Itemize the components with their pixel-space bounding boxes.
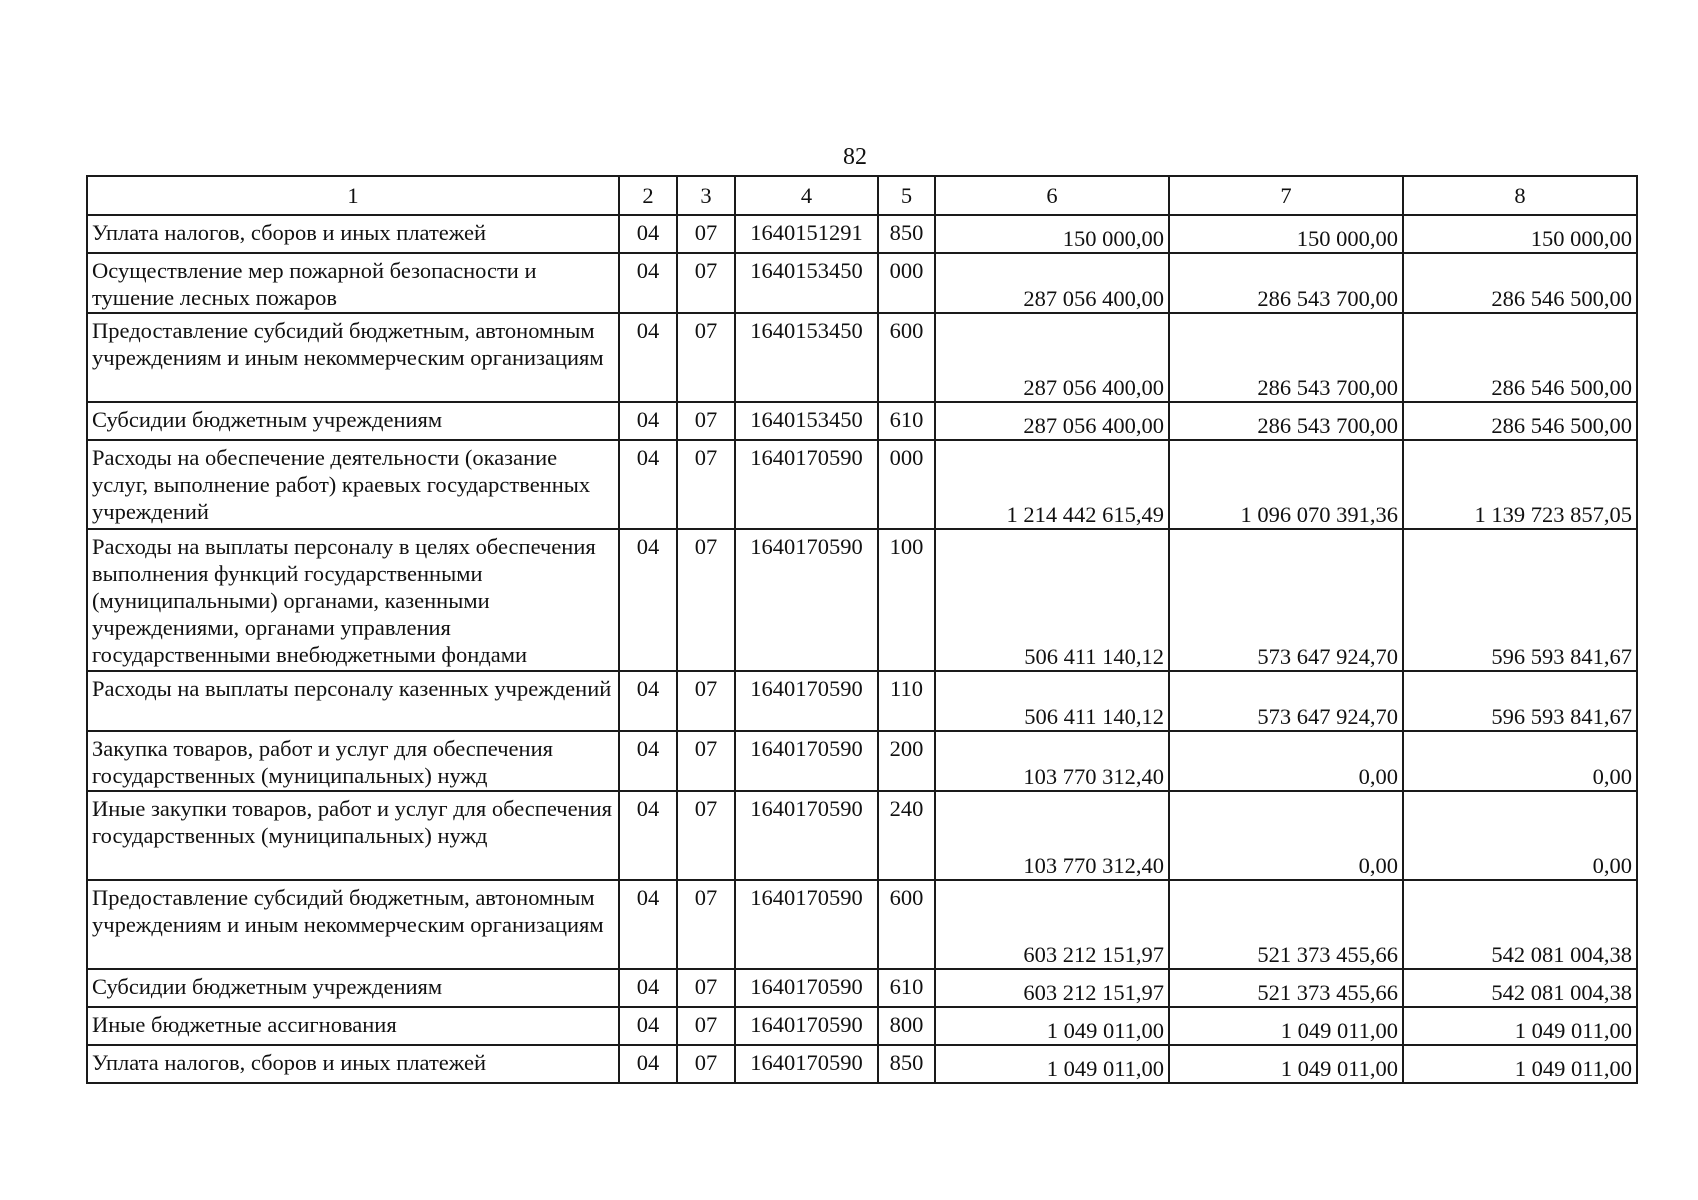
amount-col-7: 150 000,00	[1169, 215, 1403, 253]
section-code: 04	[619, 731, 677, 791]
row-name: Расходы на выплаты персоналу в целях обеспечения выполнения функций государственными (муниципальными) органами, казенными учреждениями, органами управления государственными внебюджетными фондами	[87, 529, 619, 671]
column-header: 8	[1403, 176, 1637, 215]
amount-col-8: 286 546 500,00	[1403, 253, 1637, 313]
amount-col-6: 287 056 400,00	[935, 313, 1169, 402]
expense-type-code: 200	[878, 731, 935, 791]
amount-col-7: 1 049 011,00	[1169, 1045, 1403, 1083]
expense-type-code: 610	[878, 969, 935, 1007]
subsection-code: 07	[677, 215, 735, 253]
subsection-code: 07	[677, 253, 735, 313]
target-article-code: 1640153450	[735, 313, 878, 402]
amount-col-8: 596 593 841,67	[1403, 671, 1637, 731]
amount-col-7: 573 647 924,70	[1169, 671, 1403, 731]
amount-col-8: 1 139 723 857,05	[1403, 440, 1637, 529]
expense-type-code: 110	[878, 671, 935, 731]
target-article-code: 1640170590	[735, 1007, 878, 1045]
table-row	[87, 671, 1637, 731]
amount-col-6: 603 212 151,97	[935, 880, 1169, 969]
subsection-code: 07	[677, 671, 735, 731]
target-article-code: 1640170590	[735, 731, 878, 791]
amount-col-6: 287 056 400,00	[935, 402, 1169, 440]
target-article-code: 1640170590	[735, 440, 878, 529]
row-name: Субсидии бюджетным учреждениям	[87, 969, 619, 1007]
row-name: Предоставление субсидий бюджетным, автономным учреждениям и иным некоммерческим организациям	[87, 313, 619, 402]
section-code: 04	[619, 880, 677, 969]
expense-type-code: 610	[878, 402, 935, 440]
expense-type-code: 100	[878, 529, 935, 671]
amount-col-8: 0,00	[1403, 731, 1637, 791]
table-row	[87, 1007, 1637, 1045]
amount-col-6: 506 411 140,12	[935, 529, 1169, 671]
table-row	[87, 313, 1637, 402]
target-article-code: 1640170590	[735, 969, 878, 1007]
amount-col-7: 286 543 700,00	[1169, 313, 1403, 402]
subsection-code: 07	[677, 402, 735, 440]
table-row	[87, 731, 1637, 791]
amount-col-7: 0,00	[1169, 791, 1403, 880]
row-name: Закупка товаров, работ и услуг для обеспечения государственных (муниципальных) нужд	[87, 731, 619, 791]
amount-col-7: 286 543 700,00	[1169, 402, 1403, 440]
table-row	[87, 529, 1637, 671]
table-row	[87, 440, 1637, 529]
expense-type-code: 800	[878, 1007, 935, 1045]
amount-col-7: 573 647 924,70	[1169, 529, 1403, 671]
budget-table	[86, 175, 1638, 1084]
expense-type-code: 600	[878, 880, 935, 969]
target-article-code: 1640170590	[735, 880, 878, 969]
section-code: 04	[619, 402, 677, 440]
amount-col-7: 521 373 455,66	[1169, 880, 1403, 969]
target-article-code: 1640170590	[735, 671, 878, 731]
section-code: 04	[619, 671, 677, 731]
section-code: 04	[619, 440, 677, 529]
amount-col-7: 521 373 455,66	[1169, 969, 1403, 1007]
row-name: Расходы на обеспечение деятельности (оказание услуг, выполнение работ) краевых государственных учреждений	[87, 440, 619, 529]
row-name: Осуществление мер пожарной безопасности и тушение лесных пожаров	[87, 253, 619, 313]
amount-col-8: 1 049 011,00	[1403, 1045, 1637, 1083]
subsection-code: 07	[677, 1045, 735, 1083]
target-article-code: 1640153450	[735, 402, 878, 440]
table-row	[87, 253, 1637, 313]
amount-col-6: 506 411 140,12	[935, 671, 1169, 731]
section-code: 04	[619, 529, 677, 671]
table-row	[87, 1045, 1637, 1083]
amount-col-6: 603 212 151,97	[935, 969, 1169, 1007]
column-header: 7	[1169, 176, 1403, 215]
amount-col-7: 0,00	[1169, 731, 1403, 791]
amount-col-6: 287 056 400,00	[935, 253, 1169, 313]
table-row	[87, 402, 1637, 440]
column-header: 3	[677, 176, 735, 215]
expense-type-code: 600	[878, 313, 935, 402]
row-name: Субсидии бюджетным учреждениям	[87, 402, 619, 440]
subsection-code: 07	[677, 440, 735, 529]
target-article-code: 1640151291	[735, 215, 878, 253]
row-name: Уплата налогов, сборов и иных платежей	[87, 215, 619, 253]
page-number: 82	[843, 144, 867, 170]
target-article-code: 1640170590	[735, 1045, 878, 1083]
amount-col-7: 286 543 700,00	[1169, 253, 1403, 313]
table-row	[87, 215, 1637, 253]
row-name: Иные бюджетные ассигнования	[87, 1007, 619, 1045]
column-header: 5	[878, 176, 935, 215]
amount-col-8: 1 049 011,00	[1403, 1007, 1637, 1045]
column-header: 6	[935, 176, 1169, 215]
table-row	[87, 791, 1637, 880]
expense-type-code: 240	[878, 791, 935, 880]
expense-type-code: 850	[878, 1045, 935, 1083]
amount-col-7: 1 049 011,00	[1169, 1007, 1403, 1045]
amount-col-6: 150 000,00	[935, 215, 1169, 253]
target-article-code: 1640153450	[735, 253, 878, 313]
section-code: 04	[619, 1007, 677, 1045]
section-code: 04	[619, 969, 677, 1007]
table-header-row	[87, 176, 1637, 215]
expense-type-code: 000	[878, 440, 935, 529]
table-row	[87, 880, 1637, 969]
amount-col-8: 150 000,00	[1403, 215, 1637, 253]
subsection-code: 07	[677, 791, 735, 880]
column-header: 1	[87, 176, 619, 215]
amount-col-7: 1 096 070 391,36	[1169, 440, 1403, 529]
subsection-code: 07	[677, 731, 735, 791]
target-article-code: 1640170590	[735, 791, 878, 880]
expense-type-code: 000	[878, 253, 935, 313]
section-code: 04	[619, 791, 677, 880]
row-name: Иные закупки товаров, работ и услуг для обеспечения государственных (муниципальных) нужд	[87, 791, 619, 880]
target-article-code: 1640170590	[735, 529, 878, 671]
column-header: 2	[619, 176, 677, 215]
subsection-code: 07	[677, 1007, 735, 1045]
row-name: Уплата налогов, сборов и иных платежей	[87, 1045, 619, 1083]
row-name: Расходы на выплаты персоналу казенных учреждений	[87, 671, 619, 731]
subsection-code: 07	[677, 529, 735, 671]
row-name: Предоставление субсидий бюджетным, автономным учреждениям и иным некоммерческим организациям	[87, 880, 619, 969]
amount-col-8: 286 546 500,00	[1403, 402, 1637, 440]
amount-col-6: 1 049 011,00	[935, 1045, 1169, 1083]
amount-col-8: 0,00	[1403, 791, 1637, 880]
subsection-code: 07	[677, 313, 735, 402]
section-code: 04	[619, 1045, 677, 1083]
expense-type-code: 850	[878, 215, 935, 253]
amount-col-6: 1 214 442 615,49	[935, 440, 1169, 529]
amount-col-6: 1 049 011,00	[935, 1007, 1169, 1045]
amount-col-6: 103 770 312,40	[935, 791, 1169, 880]
subsection-code: 07	[677, 880, 735, 969]
amount-col-6: 103 770 312,40	[935, 731, 1169, 791]
subsection-code: 07	[677, 969, 735, 1007]
amount-col-8: 596 593 841,67	[1403, 529, 1637, 671]
table-row	[87, 969, 1637, 1007]
section-code: 04	[619, 313, 677, 402]
section-code: 04	[619, 215, 677, 253]
column-header: 4	[735, 176, 878, 215]
amount-col-8: 542 081 004,38	[1403, 880, 1637, 969]
amount-col-8: 542 081 004,38	[1403, 969, 1637, 1007]
section-code: 04	[619, 253, 677, 313]
amount-col-8: 286 546 500,00	[1403, 313, 1637, 402]
